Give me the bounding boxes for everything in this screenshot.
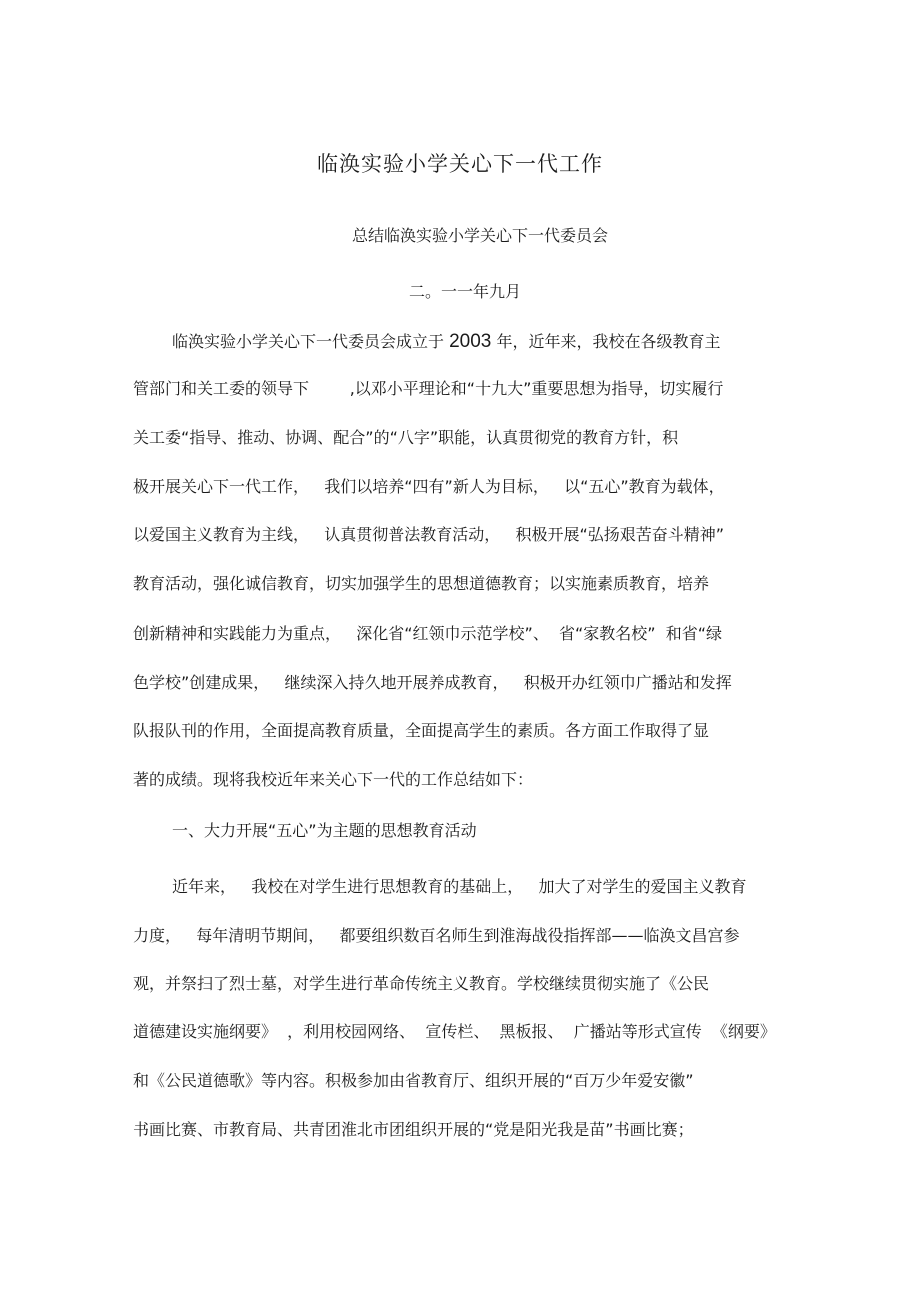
paragraph-1-line-5: 以爱国主义教育为主线， 认真贯彻普法教育活动， 积极开展“弘扬艰苦奋斗精神” <box>133 525 725 544</box>
section-heading-1: 一、大力开展“五心”为主题的思想教育活动 <box>172 821 477 840</box>
paragraph-1-line-9: 队报队刊的作用，全面提高教育质量，全面提高学生的素质。各方面工作取得了显 <box>133 721 710 740</box>
paragraph-1-line-8: 色学校”创建成果， 继续深入持久地开展养成教育， 积极开办红领巾广播站和发挥 <box>133 673 732 692</box>
paragraph-1-line-3: 关工委“指导、推动、协调、配合”的“八字”职能，认真贯彻党的教育方针，积 <box>133 428 679 447</box>
paragraph-2-line-5: 和《公民道德歌》等内容。积极参加由省教育厅、组织开展的“百万少年爱安徽” <box>133 1071 694 1090</box>
paragraph-1-line-4: 极开展关心下一代工作， 我们以培养“四有”新人为目标， 以“五心”教育为载体， <box>133 477 725 496</box>
paragraph-2-line-3: 观，并祭扫了烈士墓，对学生进行革命传统主义教育。学校继续贯彻实施了《公民 <box>133 974 710 993</box>
document-subtitle: 总结临涣实验小学关心下一代委员会 <box>351 226 608 245</box>
paragraph-1-line-7: 创新精神和实践能力为重点， 深化省“红领巾示范学校”、 省“家教名校” 和省“绿 <box>133 624 723 643</box>
paragraph-2-line-2: 力度， 每年清明节期间， 都要组织数百名师生到淮海战役指挥部——临涣文昌宫参 <box>133 926 740 945</box>
paragraph-2-line-6: 书画比赛、市教育局、共青团淮北市团组织开展的“党是阳光我是苗”书画比赛； <box>133 1120 694 1139</box>
paragraph-1-line-1-pre: 临涣实验小学关心下一代委员会成立于 <box>172 332 450 351</box>
paragraph-2-line-4: 道德建设实施纲要》 ，利用校园网络、 宣传栏、 黑板报、 广播站等形式宣传 《纲要》 <box>133 1022 776 1041</box>
paragraph-2-line-1: 近年来， 我校在对学生进行思想教育的基础上， 加大了对学生的爱国主义教育 <box>172 877 747 896</box>
document-date: 二。一一年九月 <box>408 282 521 301</box>
paragraph-1-line-1-post: 年，近年来，我校在各级教育主 <box>491 332 721 351</box>
paragraph-1-line-1 <box>172 331 720 353</box>
founding-year: 2003 <box>449 331 492 352</box>
document-title: 临涣实验小学关心下一代工作 <box>317 152 603 176</box>
paragraph-1-line-2: 管部门和关工委的领导下 ,以邓小平理论和“十九大”重要思想为指导，切实履行 <box>133 379 724 398</box>
paragraph-1-line-6: 教育活动，强化诚信教育，切实加强学生的思想道德教育；以实施素质教育，培养 <box>133 574 710 593</box>
paragraph-1-line-10: 著的成绩。现将我校近年来关心下一代的工作总结如下： <box>133 770 534 789</box>
